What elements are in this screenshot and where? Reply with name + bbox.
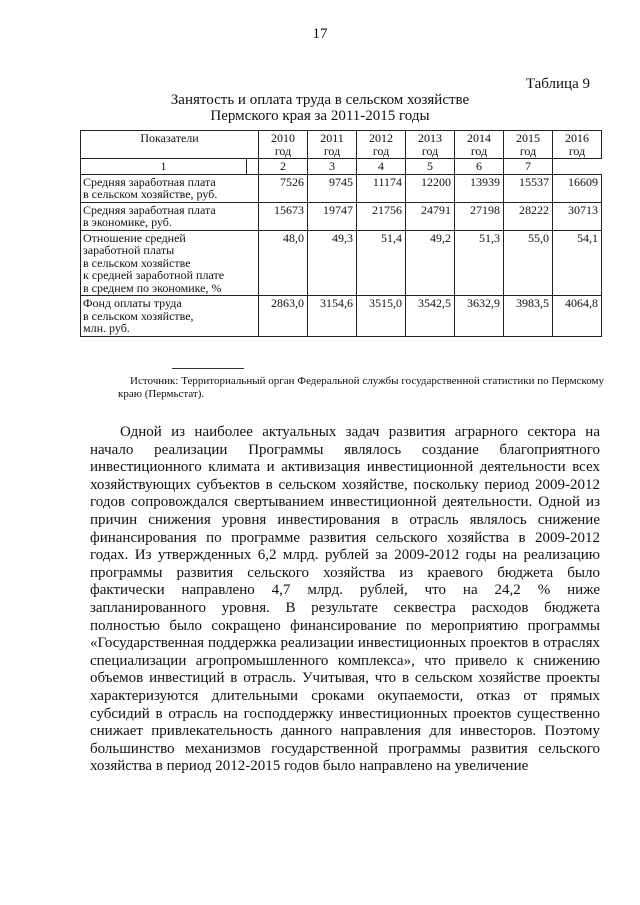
table-cell: 51,4 [357,230,406,296]
table-cell: 2863,0 [259,296,308,337]
table-cell: 15537 [504,174,553,202]
table-cell: 3542,5 [406,296,455,337]
index-cell: 5 [406,159,455,175]
table-cell: 13939 [455,174,504,202]
table-row [81,230,602,296]
table-cell: 3632,9 [455,296,504,337]
footnote-rule [172,368,244,369]
table-label: Таблица 9 [525,76,590,92]
index-cell: 7 [504,159,553,175]
header-year: 2014 год [455,131,504,159]
table-cell: 3154,6 [308,296,357,337]
table-row [81,296,602,337]
table-cell: 51,3 [455,230,504,296]
page-number: 17 [312,26,328,42]
table-cell: 11174 [357,174,406,202]
table-title-line2: Пермского края за 2011-2015 годы [210,108,430,124]
row-label: Средняя заработная плата в экономике, руб. [81,202,259,230]
table-cell: 49,3 [308,230,357,296]
header-year: 2012 год [357,131,406,159]
table-cell: 9745 [308,174,357,202]
index-cell: 1 [81,159,247,175]
table-cell: 48,0 [259,230,308,296]
table-row [81,202,602,230]
body-paragraph: Одной из наиболее актуальных задач развития аграрного сектора на начало реализации Программы являлось создание благоприятного инвестиционного климата и активизация инвестиционной деятельности всех хозяйствующих субъектов в сельском хозяйстве, поскольку период 2009-2012 годов сопровождался свертыванием инвестиционной деятельности. Одной из причин снижения уровня инвестирования в отрасль являлось снижение финансирования по программе развития сельского хозяйства в 2009-2012 годах. Из утвержденных 6,2 млрд. рублей за 2009-2012 годы на реализацию программы развития сельского хозяйства из краевого бюджета было фактически направлено 4,7 млрд. рублей, что на 24,2 % ниже запланированного уровня. В результате секвестра расходов бюджета полностью было сокращено финансирование по мероприятию программы «Государственная поддержка реализации инвестиционных проектов в отраслях специализации агропромышленного комплекса», что привело к снижению объемов инвестиций в отрасль. Учитывая, что в сельском хозяйстве проекты характеризуются длительными сроками окупаемости, отказ от прямых субсидий в отрасль на господдержку инвестиционных проектов существенно снижает привлекательность данного направления для инвесторов. Поэтому большинство механизмов государственной программы развития сельского хозяйства в период 2012-2015 годов было направлено на увеличение [90,424,600,775]
table-cell: 30713 [553,202,602,230]
index-cell: 2 [259,159,308,175]
header-year: 2013 год [406,131,455,159]
header-year: 2010 год [259,131,308,159]
index-cell [247,159,259,175]
index-cell: 4 [357,159,406,175]
table-cell: 12200 [406,174,455,202]
table-cell: 24791 [406,202,455,230]
table-cell: 3983,5 [504,296,553,337]
table-cell: 27198 [455,202,504,230]
header-row [81,131,602,159]
row-label: Фонд оплаты труда в сельском хозяйстве, млн. руб. [81,296,259,337]
table-cell: 55,0 [504,230,553,296]
table-cell: 19747 [308,202,357,230]
table-cell: 4064,8 [553,296,602,337]
table-cell: 15673 [259,202,308,230]
source-note: Источник: Территориальный орган Федеральной службы государственной статистики по Пермскому краю (Пермьстат). [118,375,604,400]
table-title [0,92,640,124]
table-cell: 21756 [357,202,406,230]
table-cell: 28222 [504,202,553,230]
header-year: 2015 год [504,131,553,159]
index-cell: 3 [308,159,357,175]
table-cell: 49,2 [406,230,455,296]
table-cell: 3515,0 [357,296,406,337]
index-cell: 6 [455,159,504,175]
index-row [81,159,602,175]
table-row [81,174,602,202]
row-label: Средняя заработная плата в сельском хозяйстве, руб. [81,174,259,202]
table-cell: 7526 [259,174,308,202]
header-indicator: Показатели [81,131,259,159]
data-table [80,130,602,337]
table-cell: 54,1 [553,230,602,296]
table-title-line1: Занятость и оплата труда в сельском хозяйстве [170,92,470,108]
header-year: 2011 год [308,131,357,159]
header-year: 2016 год [553,131,602,159]
row-label: Отношение средней заработной платы в сельском хозяйстве к средней заработной плате в среднем по экономике, % [81,230,259,296]
table-cell: 16609 [553,174,602,202]
